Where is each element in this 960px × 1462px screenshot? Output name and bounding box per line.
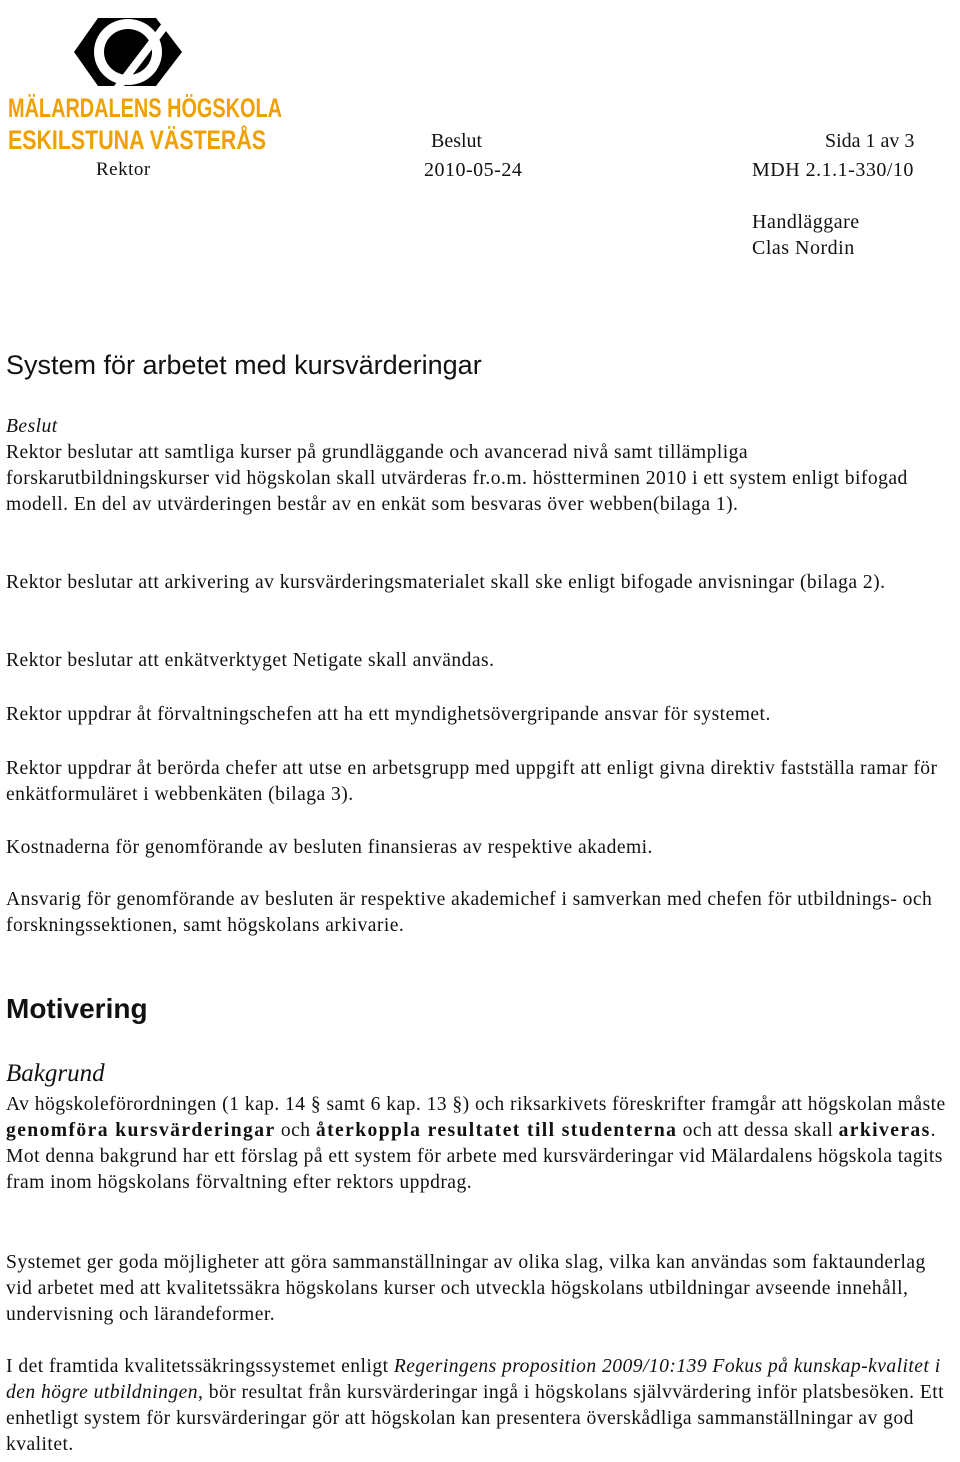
page-indicator: Sida 1 av 3 <box>825 130 915 152</box>
decision-paragraph-4: Rektor uppdrar åt förvaltningschefen att ha ett myndighetsövergripande ansvar för systemet. <box>6 704 771 725</box>
decision-paragraph-3-wrap <box>6 648 956 674</box>
decision-paragraph-4-wrap <box>6 702 956 728</box>
bg-p1-bold-2: återkoppla resultatet till studenterna <box>315 1120 678 1141</box>
document-type: Beslut <box>431 130 483 152</box>
university-logo <box>6 0 335 160</box>
decision-paragraph-5-wrap <box>6 756 956 808</box>
decision-paragraph-6: Kostnaderna för genomförande av besluten finansieras av respektive akademi. <box>6 837 653 858</box>
logo-text-line2: ESKILSTUNA VÄSTERÅS <box>8 125 335 155</box>
bg-p1-text-2: och <box>275 1120 316 1141</box>
bg-p1-text-1: Av högskoleförordningen (1 kap. 14 § samt 6 kap. 13 §) och riksarkivets föreskrifter framgår att högskolan måste <box>6 1094 946 1115</box>
handler-label: Handläggare <box>752 211 860 233</box>
background-paragraph-1 <box>6 1092 956 1196</box>
background-paragraph-3 <box>6 1354 956 1458</box>
handler-name: Clas Nordin <box>752 237 855 259</box>
bg-p1-text-3: och att dessa skall <box>677 1120 839 1141</box>
background-paragraph-2: Systemet ger goda möjligheter att göra sammanställningar av olika slag, vilka kan användas som faktaunderlag vid arbetet med att kvalitetssäkra högskolans kurser och utveckla högskolans utbildningar avseende innehåll, undervisning och lärandeformer. <box>6 1252 926 1325</box>
document-title: System för arbetet med kursvärderingar <box>6 350 482 380</box>
document-date: 2010-05-24 <box>424 159 523 181</box>
decision-paragraph-5: Rektor uppdrar åt berörda chefer att utse en arbetsgrupp med uppgift att enligt givna direktiv fastställa ramar för enkätformuläret i webbenkäten (bilaga 3). <box>6 758 938 805</box>
motivation-heading: Motivering <box>6 993 148 1024</box>
reference-number: MDH 2.1.1-330/10 <box>752 159 914 181</box>
decision-paragraph-7: Ansvarig för genomförande av besluten är respektive akademichef i samverkan med chefen för utbildnings- och forskningssektionen, samt högskolans arkivarie. <box>6 889 933 936</box>
bg-p1-bold-1: genomföra kursvärderingar <box>6 1120 276 1141</box>
bg-p1-text-4: . Mot denna bakgrund har ett förslag på ett system för arbete med kursvärderingar vid Mälardalens högskola tagits fram inom högskolans förvaltning efter rektors uppdrag. <box>6 1120 943 1193</box>
logo-symbol <box>6 0 335 160</box>
decision-paragraph-2-wrap <box>6 570 956 596</box>
bg-p3-citation: Regeringens proposition 2009/10:139 Fokus på kunskap-kvalitet i den högre utbildningen <box>6 1356 941 1403</box>
header-role: Rektor <box>96 159 151 180</box>
bg-p3-text-1: I det framtida kvalitetssäkringssystemet enligt <box>6 1356 394 1377</box>
bg-p3-text-2: , bör resultat från kursvärderingar ingå i högskolans självvärdering inför platsbesöken. Ett enhetligt system för kursvärderingar gör att högskolan kan presentera överskådliga sammanställningar av god kvalitet. <box>6 1382 945 1455</box>
decision-paragraph-6-wrap <box>6 835 956 861</box>
decision-paragraph-7-wrap <box>6 887 956 939</box>
decision-section <box>6 414 956 518</box>
bg-p1-bold-3: arkiveras <box>838 1120 931 1141</box>
background-subheading: Bakgrund <box>6 1060 105 1087</box>
decision-paragraph-3: Rektor beslutar att enkätverktyget Netigate skall användas. <box>6 650 495 671</box>
decision-paragraph-1: Rektor beslutar att samtliga kurser på grundläggande och avancerad nivå samt tillämpliga forskarutbildningskurser vid högskolan skall utvärderas fr.o.m. höstterminen 2010 i ett system enligt bifogad modell. En del av utvärderingen består av en enkät som besvaras över webben(bilaga 1). <box>6 442 908 515</box>
decision-heading: Beslut <box>6 416 58 437</box>
logo-text-line1: MÄLARDALENS HÖGSKOLA <box>8 93 282 123</box>
decision-paragraph-2: Rektor beslutar att arkivering av kursvärderingsmaterialet skall ske enligt bifogade anvisningar (bilaga 2). <box>6 572 886 593</box>
background-paragraph-2-wrap <box>6 1250 956 1328</box>
